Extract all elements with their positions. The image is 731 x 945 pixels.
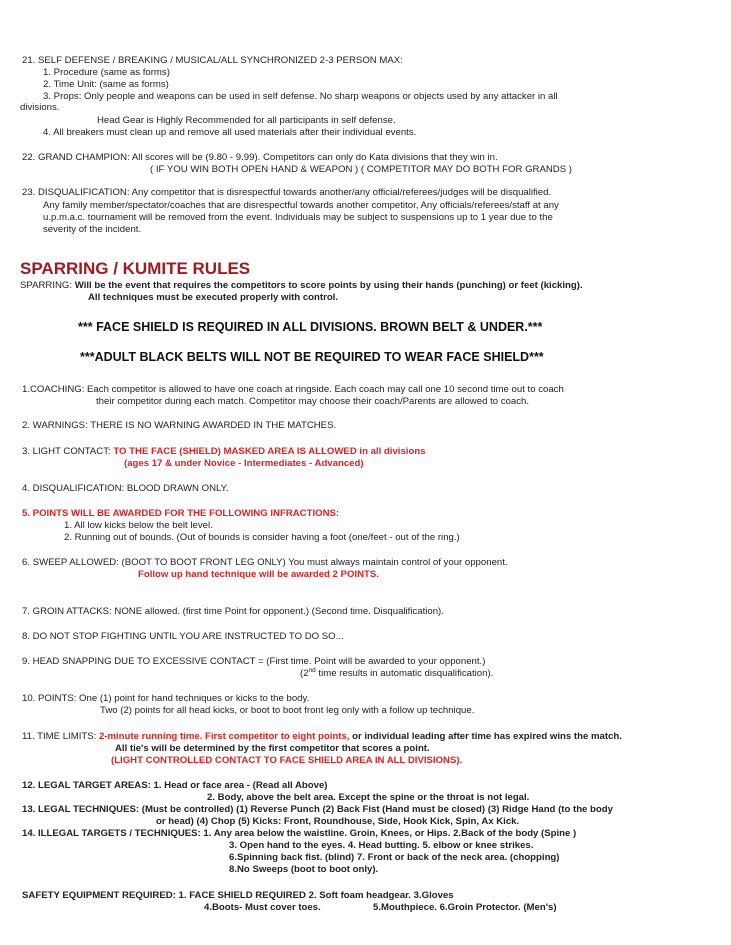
time-limits-rest: or individual leading after time has expired wins the match.: [349, 731, 622, 742]
legal-techniques-line-1: 13. LEGAL TECHNIQUES: (Must be controlled) (1) Reverse Punch (2) Back Fist (Hand must be closed) (3) Ridge Hand (to the body: [22, 804, 613, 815]
rule-23-line-4: severity of the incident.: [43, 224, 142, 235]
rule-21-item-3-cont: divisions.: [20, 102, 60, 113]
rule-21-title: 21. SELF DEFENSE / BREAKING / MUSICAL/ALL SYNCHRONIZED 2-3 PERSON MAX:: [22, 55, 403, 66]
sparring-intro-text: Will be the event that requires the competitors to score points by using their hands (punching) or feet (kicking).: [74, 280, 583, 291]
rule-22-line-1: 22. GRAND CHAMPION: All scores will be (9.80 - 9.99). Competitors can only do Kata divisions that they win in.: [22, 152, 498, 163]
time-limits-line-2: All tie's will be determined by the first competitor that scores a point.: [115, 743, 430, 754]
legal-techniques-line-2: or head) (4) Chop (5) Kicks: Front, Roundhouse, Side, Hook Kick, Spin, Ax Kick.: [156, 816, 520, 827]
illegal-line-3: 6.Spinning back fist. (blind) 7. Front or back of the neck area. (chopping): [229, 852, 560, 863]
sweep-line-2: Follow up hand technique will be awarded 2 POINTS.: [138, 569, 379, 580]
illegal-line-4: 8.No Sweeps (boot to boot only).: [229, 864, 379, 875]
groin-rule: 7. GROIN ATTACKS: NONE allowed. (first time Point for opponent.) (Second time. Disqualification).: [22, 606, 444, 617]
points-line-1: 10. POINTS: One (1) point for hand techniques or kicks to the body.: [22, 693, 310, 704]
light-contact-line-2: (ages 17 & under Novice - Intermediates - Advanced): [124, 458, 364, 469]
light-contact-text: TO THE FACE (SHIELD) MASKED AREA IS ALLOWED in all divisions: [113, 446, 426, 457]
head-snapping-line-2: [300, 668, 493, 680]
head-snapping-prefix: (2: [300, 668, 309, 679]
sparring-heading: SPARRING / KUMITE RULES: [20, 259, 251, 278]
safety-line-1: SAFETY EQUIPMENT REQUIRED: 1. FACE SHIELD REQUIRED 2. Soft foam headgear. 3.Gloves: [22, 890, 454, 901]
sparring-intro-line-2: All techniques must be executed properly with control.: [88, 292, 339, 303]
sparring-intro-label: SPARRING:: [20, 280, 73, 291]
points-awarded-heading: 5. POINTS WILL BE AWARDED FOR THE FOLLOWING INFRACTIONS:: [22, 508, 340, 519]
head-snapping-sup: nd: [308, 666, 316, 674]
head-snapping-line-1: 9. HEAD SNAPPING DUE TO EXCESSIVE CONTACT = (First time. Point will be awarded to your opponent.): [22, 656, 486, 667]
rule-22-line-2: ( IF YOU WIN BOTH OPEN HAND & WEAPON ) ( COMPETITOR MAY DO BOTH FOR GRANDS ): [150, 164, 572, 175]
time-limits-line-1: [22, 731, 622, 743]
safety-mouthpiece: 5.Mouthpiece. 6.Groin Protector. (Men's): [373, 902, 557, 913]
points-line-2: Two (2) points for all head kicks, or boot to boot front leg only with a follow up technique.: [100, 705, 475, 716]
legal-targets-line-2: 2. Body, above the belt area. Except the spine or the throat is not legal.: [207, 792, 530, 803]
rule-21-item-3: 3. Props: Only people and weapons can be used in self defense. No sharp weapons or objects used by any attacker in all: [43, 91, 558, 102]
rule-21-item-1: 1. Procedure (same as forms): [43, 67, 170, 78]
rule-23-line-1: 23. DISQUALIFICATION: Any competitor that is disrespectful towards another/any official/referees/judges will be disqualified.: [22, 187, 552, 198]
rule-21-item-4: 4. All breakers must clean up and remove all used materials after their individual events.: [43, 127, 417, 138]
rule-23-line-2: Any family member/spectator/coaches that are disrespectful towards another competitor, Any officials/referees/staff at any: [43, 200, 559, 211]
legal-targets-line-1: 12. LEGAL TARGET AREAS: 1. Head or face area - (Read all Above): [22, 780, 328, 791]
safety-boots: 4.Boots- Must cover toes.: [204, 902, 321, 913]
points-awarded-item-1: 1. All low kicks below the belt level.: [64, 520, 213, 531]
time-limits-label: 11. TIME LIMITS:: [22, 731, 97, 742]
sparring-intro-line-1: [20, 280, 583, 292]
illegal-line-2: 3. Open hand to the eyes. 4. Head butting. 5. elbow or knee strikes.: [229, 840, 534, 851]
time-limits-line-3: (LIGHT CONTROLLED CONTACT TO FACE SHIELD AREA IN ALL DIVISIONS).: [111, 755, 463, 766]
rule-21-headgear: Head Gear is Highly Recommended for all participants in self defense.: [97, 115, 396, 126]
time-limits-red: 2-minute running time. First competitor to eight points,: [98, 731, 350, 742]
illegal-line-1: 14. ILLEGAL TARGETS / TECHNIQUES: 1. Any area below the waistline. Groin, Knees, or Hips. 2.Back of the body (Spine ): [22, 828, 577, 839]
black-belt-notice: ***ADULT BLACK BELTS WILL NOT BE REQUIRED TO WEAR FACE SHIELD***: [80, 350, 544, 364]
points-awarded-item-2: 2. Running out of bounds. (Out of bounds is consider having a foot (one/feet - out of the ring.): [64, 532, 460, 543]
light-contact-label: 3. LIGHT CONTACT:: [22, 446, 111, 457]
no-stop-rule: 8. DO NOT STOP FIGHTING UNTIL YOU ARE INSTRUCTED TO DO SO...: [22, 631, 344, 642]
disqualification-rule: 4. DISQUALIFICATION: BLOOD DRAWN ONLY.: [22, 483, 229, 494]
sweep-line-1: 6. SWEEP ALLOWED: (BOOT TO BOOT FRONT LEG ONLY) You must always maintain control of your opponent.: [22, 557, 508, 568]
coaching-line-1: 1.COACHING: Each competitor is allowed to have one coach at ringside. Each coach may call one 10 second time out to coach: [22, 384, 564, 395]
rule-23-line-3: u.p.m.a.c. tournament will be removed from the event. Individuals may be subject to suspensions up to 1 year due to the: [43, 212, 553, 223]
warnings-rule: 2. WARNINGS: THERE IS NO WARNING AWARDED IN THE MATCHES.: [22, 420, 337, 431]
coaching-line-2: their competitor during each match. Competitor may choose their coach/Parents are allowed to coach.: [96, 396, 530, 407]
rule-21-item-2: 2. Time Unit: (same as forms): [43, 79, 169, 90]
light-contact-line-1: [22, 446, 426, 458]
face-shield-notice: *** FACE SHIELD IS REQUIRED IN ALL DIVISIONS. BROWN BELT & UNDER.***: [78, 320, 543, 334]
head-snapping-rest: time results in automatic disqualification).: [315, 668, 494, 679]
